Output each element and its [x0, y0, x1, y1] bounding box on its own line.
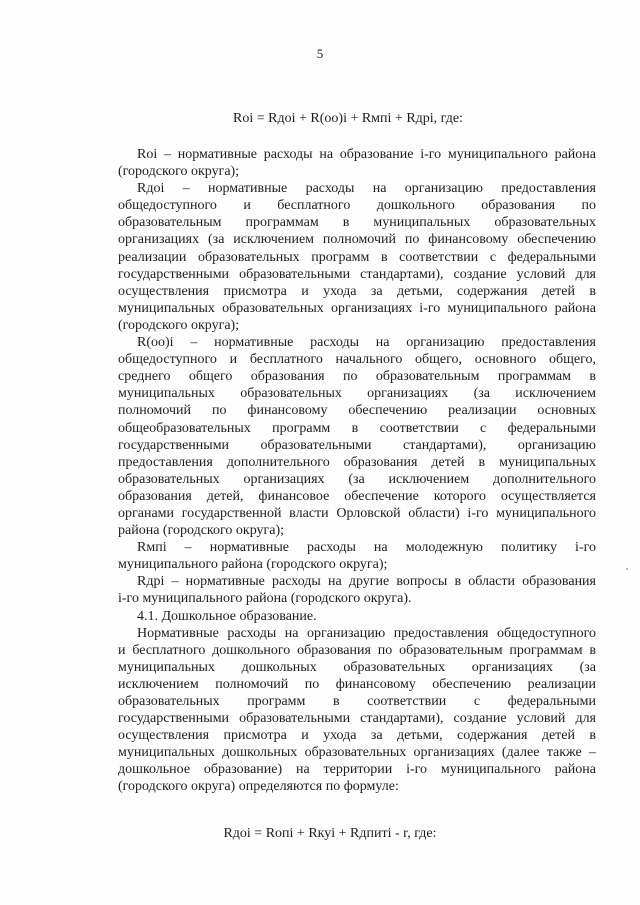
text-line: дошкольное образование) на территории i-го муниципального района	[118, 762, 596, 778]
text-line: государственными образовательными стандартами), создание условий для	[118, 266, 596, 282]
section-heading-preschool	[118, 608, 596, 625]
paragraph-rdri	[118, 573, 596, 607]
text-line: (городского округа);	[118, 164, 240, 180]
paragraph-preschool-expenses	[118, 625, 596, 796]
scan-speck	[626, 568, 628, 570]
text-line: образовательным программам в муниципальных образовательных	[118, 215, 596, 231]
text-line: муниципальных дошкольных образовательных организациях (далее также –	[118, 745, 596, 761]
text-line: (городского округа) определяются по формуле:	[118, 779, 399, 795]
text-line: (городского округа);	[118, 317, 240, 333]
text-line: общедоступного и бесплатного дошкольного образования по	[118, 198, 596, 214]
text-line: полномочий по финансовому обеспечению реализации основных	[118, 403, 596, 419]
text-line: Roi – нормативные расходы на образование i-го муниципального района	[137, 147, 596, 162]
paragraph-roi	[118, 146, 596, 180]
text-line: общеобразовательных программ в соответствии с федеральными	[118, 420, 596, 436]
text-line: муниципальных образовательных организациях (за исключением	[118, 386, 596, 402]
formula-preschool: Rдоi = Rопi + Rкуi + Rдпитi - r, где:	[223, 826, 437, 841]
text-line: Rдрi – нормативные расходы на другие вопросы в области образования	[137, 574, 596, 590]
formula-total-expenses: Roi = Rдоi + R(оо)i + Rмпi + Rдрi, где:	[233, 111, 463, 126]
section-heading: 4.1. Дошкольное образование.	[137, 608, 317, 624]
text-line: организациях (за исключением полномочий по финансовому обеспечению	[118, 232, 596, 248]
text-line: органами государственной власти Орловской области) i-го муниципального	[118, 505, 596, 521]
text-line: осуществления присмотра и ухода за детьми, содержания детей в	[118, 283, 596, 299]
text-line: среднего общего образования по образовательным программам в	[118, 369, 596, 385]
text-line: образовательных программ в соответствии с федеральными	[118, 694, 596, 709]
text-line: R(оо)i – нормативные расходы на организацию предоставления	[137, 335, 596, 351]
text-line: реализации образовательных программ в соответствии с федеральными	[118, 249, 596, 265]
text-line: района (городского округа);	[118, 523, 285, 539]
page-number: 5	[316, 46, 324, 61]
text-line: Нормативные расходы на организацию предоставления общедоступного	[137, 625, 596, 641]
text-line: муниципальных образовательных организациях i-го муниципального района	[118, 300, 596, 316]
text-line: Rдоi – нормативные расходы на организацию предоставления	[137, 181, 596, 197]
body-text	[118, 146, 596, 796]
paragraph-rmpi	[118, 539, 596, 573]
text-line: государственными образовательными стандартами), организацию	[118, 437, 596, 453]
text-line: и бесплатного дошкольного образования по образовательным программам в	[118, 642, 596, 658]
paragraph-rooi	[118, 334, 596, 539]
text-line: муниципальных дошкольных образовательных организациях (за	[118, 659, 596, 675]
text-line: муниципального района (городского округа);	[118, 557, 388, 573]
text-line: осуществления присмотра и ухода за детьми, содержания детей в	[118, 728, 596, 744]
text-line: i-го муниципального района (городского округа).	[118, 591, 412, 607]
text-line: образовательных организациях (за исключением дополнительного	[118, 471, 596, 487]
text-line: образования детей, финансовое обеспечение которого осуществляется	[118, 488, 596, 504]
text-line: исключением полномочий по финансовому обеспечению реализации	[118, 676, 596, 692]
text-line: предоставления дополнительного образования детей в муниципальных	[118, 454, 596, 470]
text-line: общедоступного и бесплатного начального общего, основного общего,	[118, 352, 596, 368]
text-line: Rмпi – нормативные расходы на молодежную политику i-го	[137, 540, 596, 556]
text-line: государственными образовательными стандартами), создание условий для	[118, 711, 596, 727]
paragraph-rdoi	[118, 180, 596, 334]
